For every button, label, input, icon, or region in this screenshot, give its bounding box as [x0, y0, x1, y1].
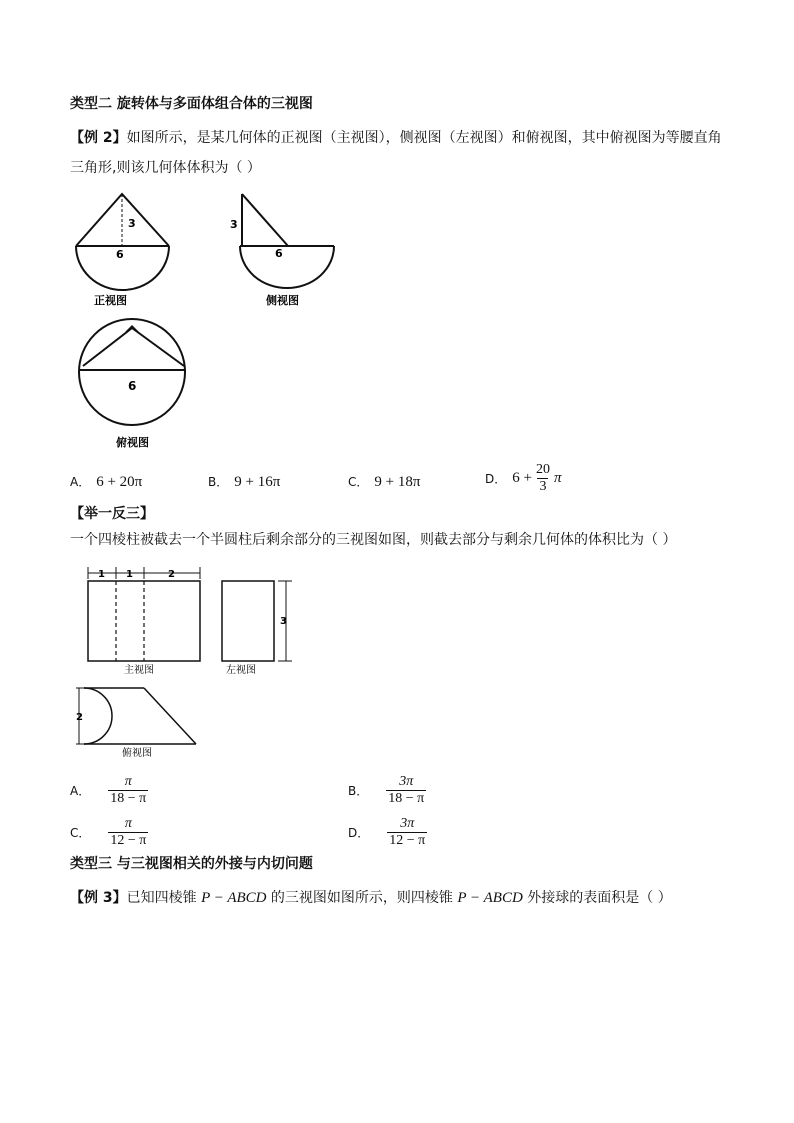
fraction-denominator: 18 − π: [388, 791, 425, 806]
fraction-denominator: 12 − π: [110, 833, 147, 848]
example2-question-line2: 三角形,则该几何体体积为（ ）: [70, 160, 261, 176]
practice-top-view: [70, 684, 204, 762]
practice-option-d[interactable]: [348, 816, 427, 849]
example2-option-a[interactable]: [70, 473, 142, 491]
example2-text-line1: 如图所示，是某几何体的正视图（主视图），侧视图（左视图）和俯视图，其中俯视图为等腰直角: [126, 130, 722, 146]
example3-expr1: P − ABCD: [201, 890, 267, 906]
side-view-dim-height: 3: [230, 218, 238, 231]
example3-text-b: 的三视图如图所示，则四棱锥: [266, 890, 458, 906]
option-fraction: [108, 816, 148, 849]
practice-option-b[interactable]: [348, 774, 426, 807]
option-fraction: [387, 816, 427, 849]
practice-question: 一个四棱柱被截去一个半圆柱后剩余部分的三视图如图，则截去部分与剩余几何体的体积比为（ ）: [70, 532, 677, 548]
option-label: D．: [485, 472, 507, 486]
top-view-dim-width: 6: [128, 379, 137, 393]
option-label: C．: [348, 475, 369, 489]
practice-front-left-views: [82, 565, 302, 679]
side-view-figure: [240, 194, 334, 288]
example2-option-b[interactable]: [208, 473, 280, 491]
fraction-denominator: 18 − π: [110, 791, 147, 806]
main-view-dim2: 1: [126, 569, 133, 580]
option-suffix: π: [553, 470, 562, 486]
example2-front-side-views: [70, 186, 360, 312]
main-view-caption: 主视图: [124, 665, 154, 676]
option-label: D．: [348, 826, 370, 840]
example2-option-c[interactable]: [348, 473, 420, 491]
example2-option-d[interactable]: [485, 462, 561, 495]
side-view-caption: 侧视图: [266, 294, 299, 307]
top-view-caption: 俯视图: [116, 436, 149, 449]
top-view-dim: 2: [76, 712, 83, 723]
front-view-dim-width: 6: [116, 248, 124, 261]
option-fraction: [386, 774, 426, 807]
example2-question-line1: [70, 128, 722, 148]
option-expr: 9 + 18π: [374, 474, 421, 490]
practice-option-c[interactable]: [70, 816, 148, 849]
option-prefix: 6 +: [512, 470, 532, 486]
fraction-numerator: 3π: [399, 774, 414, 789]
section-title-type3: 类型三 与三视图相关的外接与内切问题: [70, 856, 313, 872]
top-view-caption: 俯视图: [122, 748, 152, 759]
main-view-figure: [88, 567, 200, 661]
main-view-dim3: 2: [168, 569, 175, 580]
fraction-numerator: π: [124, 774, 132, 789]
example3-text-a: 已知四棱锥: [126, 890, 202, 906]
fraction-denominator: 12 − π: [389, 833, 426, 848]
practice-tag: 【举一反三】: [70, 506, 154, 522]
option-label: C．: [70, 826, 91, 840]
example2-tag: 【例 2】: [70, 130, 127, 146]
example3-tag: 【例 3】: [70, 890, 127, 906]
top-view-trapezoid: [84, 688, 196, 744]
main-view-dim1: 1: [98, 569, 105, 580]
fraction-numerator: π: [124, 816, 132, 831]
fraction-numerator: 20: [535, 462, 550, 477]
option-expr: 9 + 16π: [234, 474, 281, 490]
left-view-dim-height: 3: [280, 616, 287, 627]
side-view-dim-width: 6: [275, 247, 283, 260]
left-view-caption: 左视图: [226, 665, 256, 676]
option-fraction: [108, 774, 148, 807]
option-label: B．: [208, 475, 229, 489]
top-view-figure: [79, 319, 186, 425]
example3-text-c: 外接球的表面积是（ ）: [522, 890, 672, 906]
example3-expr2: P − ABCD: [457, 890, 523, 906]
option-label: A．: [70, 475, 91, 489]
example3-question: [70, 888, 672, 908]
section-title-type2: 类型二 旋转体与多面体组合体的三视图: [70, 96, 313, 112]
front-view-dim-height: 3: [128, 217, 136, 230]
option-label: A．: [70, 784, 91, 798]
fraction-denominator: 3: [539, 479, 547, 494]
front-view-caption: 正视图: [94, 294, 127, 307]
fraction-numerator: 3π: [400, 816, 415, 831]
practice-option-a[interactable]: [70, 774, 148, 807]
option-expr: 6 + 20π: [96, 474, 143, 490]
option-label: B．: [348, 784, 369, 798]
example2-top-view: [70, 318, 200, 454]
option-fraction: [534, 462, 552, 495]
